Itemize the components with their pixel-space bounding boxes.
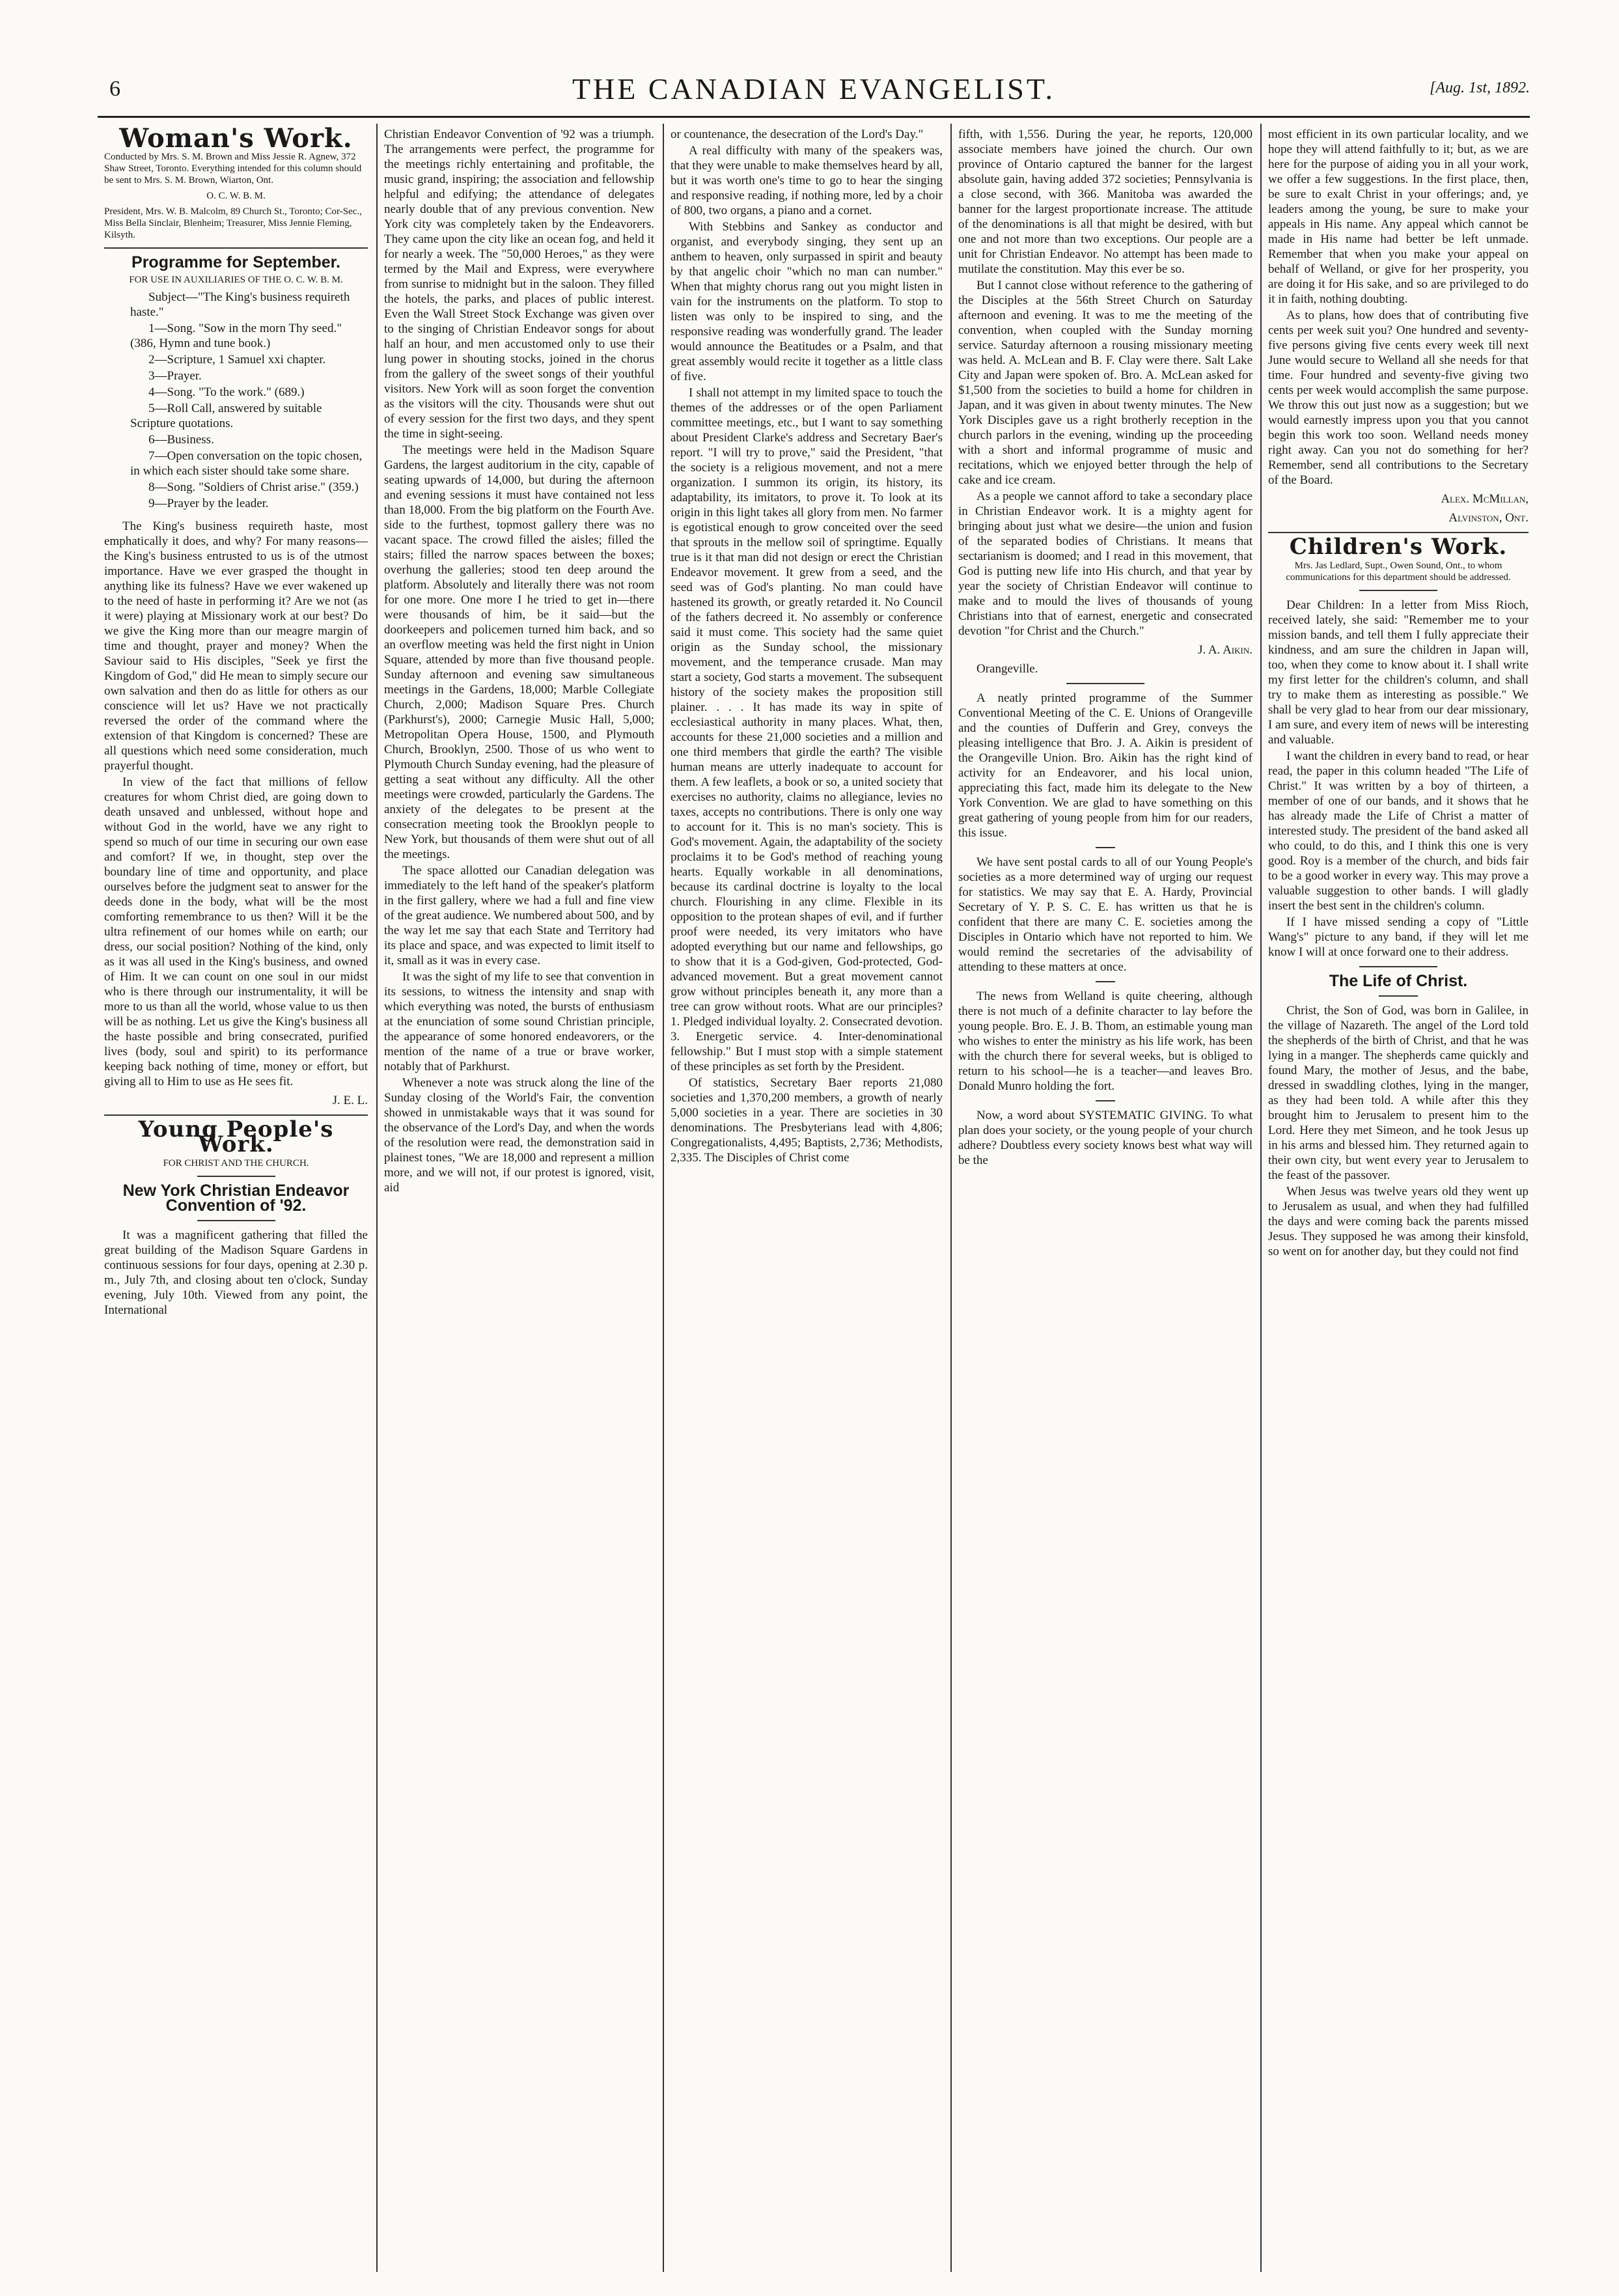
column-4	[958, 127, 1252, 2269]
article-paragraph: If I have missed sending a copy of "Little Wang's" picture to any band, if they will let me know I will at once forward one to their address.	[1268, 915, 1529, 959]
programme-item: 8—Song. "Soldiers of Christ arise." (359.)	[148, 480, 359, 494]
column-divider	[950, 124, 952, 2272]
masthead-rule	[98, 116, 1530, 118]
issue-date: [Aug. 1st, 1892.	[1429, 79, 1530, 96]
article-paragraph: Dear Children: In a letter from Miss Rioch, received lately, she said: "Remember me to your mission bands, and tell them I fully appreciate their kindness, and am sure the children in Japan will, too, when they come to know about it. I shall write my first letter for the children's column, and shall try to make them as interesting as possible." We shall be very glad to hear from our dear missionary, I am sure, and every item of news will be interesting and valuable.	[1268, 598, 1529, 747]
section-rule	[1096, 981, 1115, 982]
column-divider	[663, 124, 664, 2272]
article-paragraph: or countenance, the desecration of the Lord's Day."	[671, 128, 924, 141]
masthead	[98, 72, 1530, 111]
society-name: O. C. W. B. M.	[206, 191, 266, 201]
article-paragraph: A real difficulty with many of the speakers was, that they were unable to make themselves heard by all, but it was worth one's time to go to hear the singing and responsive reading, if nothing more, led by a choir of 800, two organs, a piano and a cornet.	[671, 144, 943, 217]
programme-item: 6—Business.	[148, 433, 214, 447]
article-paragraph: I want the children in every band to read, or hear read, the paper in this column headed "The Life of Christ." It was written by a boy of thirteen, a member of one of our bands, and it shows that he has already made the Life of Christ a matter of interested study. The president of the band asked all who could, to do this, and I think this one is very good. Roy is a member of the church, and bids fair to be a good worker in every way. This may prove a valuable suggestion to other bands. I will gladly insert the best sent in the children's column.	[1268, 749, 1529, 913]
author-location: Orangeville.	[976, 662, 1038, 676]
article-paragraph: most efficient in its own particular locality, and we hope they will attend faithfully to it; but, as we are here for the purpose of aiding you in all your work, we offer a few suggestions. In the first place, then, be sure to exalt Christ in your offerings; and, ye leaders among the young, be sure to make your appeals in His name. Any appeal which cannot be made in His name had better be left unmade. Remember that when you make your appeal on behalf of Welland, or give for her prosperity, you are doing it for His sake, and so are privileged to do it in faith, nothing doubting.	[1268, 128, 1529, 306]
article-paragraph: It was a magnificent gathering that filled the great building of the Madison Square Gardens in continuous sessions for four days, opening at 2.30 p. m., July 7th, and closing about ten o'clock, Sunday evening, July 10th. Viewed from any point, the International	[104, 1228, 368, 1317]
section-rule	[104, 247, 368, 249]
article-paragraph: Christ, the Son of God, was born in Galilee, in the village of Nazareth. The angel of the Lord told the shepherds of the birth of Christ, and that he was lying in a manger. The shepherds came quickly and found Mary, the mother of Jesus, and the babe, dressed in swaddling clothes, lying in the manger, as they had been told. A while after this they brought him to Jerusalem to present him to the Lord. Here they met Simeon, and he took Jesus up in his arms and blessed him. They returned again to their own city, but went every year to Jerusalem to the feast of the passover.	[1268, 1004, 1529, 1182]
programme-item: 2—Scripture, 1 Samuel xxi chapter.	[148, 353, 326, 367]
womans-work-title: Woman's Work.	[119, 127, 353, 154]
section-rule	[1096, 847, 1115, 848]
article-paragraph: The space allotted our Canadian delegation was immediately to the left hand of the speaker's platform in the first gallery, where we had a full and fine view of the great audience. We numbered about 500, and by the way let me say that each State and Territory had its place and space, and was expected to limit itself to it, small as it was in every case.	[384, 864, 654, 967]
author-location: Alvinston, Ont.	[1448, 511, 1529, 525]
programme-item: Subject—"The King's business requireth haste."	[130, 290, 350, 319]
column-5	[1268, 127, 1529, 2269]
article-paragraph: In view of the fact that millions of fellow creatures for whom Christ died, are going down to death unsaved and unblessed, without hope and without God in the world, have we any right to spend so much of our time in securing our own ease and comfort? If we, in thought, step over the boundary line of time and opportunity, and place ourselves before the judgment seat to answer for the deeds done in the body, what will be the most comforting remembrance to us then? Will it be the ultra refinement of our homes while on earth; our dress, our social position? Nothing of the kind, only as it was all used in the King's business, and owned of Him. It we can count on one soul in our midst who is there through our instrumentality, it will be more to us than all the world, whose value to us then will be as nothing. Let us give the King's business all the haste possible and bring consecrated, purified lives (body, soul and spirit) to its performance keeping back nothing of time, money or effort, but giving all to Him to use as He sees fit.	[104, 775, 368, 1088]
programme-title: Programme for September.	[131, 253, 340, 271]
section-rule	[1096, 1100, 1115, 1101]
page-number: 6	[109, 77, 120, 101]
dept-credits: Mrs. Jas Ledlard, Supt., Owen Sound, Ont., to whom communications for this department should be addressed.	[1286, 560, 1511, 583]
section-rule	[1066, 683, 1144, 684]
society-officers: President, Mrs. W. B. Malcolm, 89 Church St., Toronto; Cor-Sec., Miss Bella Sinclair, Blenheim; Treasurer, Miss Jennie Fleming, Kilsyth.	[104, 206, 362, 240]
article-paragraph: The King's business requireth haste, most emphatically it does, and why? For many reasons—the King's business entrusted to us is of the utmost importance. Have we ever grasped the thought in anything like its fulness? Have we ever wakened up to the need of haste in performing it? Are we not (as it were) playing at Missionary work at our best? Do we give the King more than our meagre margin of time and thought, prayer and money? When the Saviour said to His disciples, "Seek ye first the Kingdom of God," did He mean to simply secure our own salvation and then do as little for others as our conscience will let us? Have we not practically reversed the order of the command where the extension of that Kingdom is concerned? These are all questions which need some consideration, much prayerful thought.	[104, 519, 368, 773]
young-peoples-work-title: Young People's Work.	[138, 1116, 334, 1157]
dept-credits: Conducted by Mrs. S. M. Brown and Miss Jessie R. Agnew, 372 Shaw Street, Toronto. Everything intended for this column should be sent to Mrs. S. M. Brown, Wiarton, Ont.	[104, 152, 362, 186]
section-rule	[1359, 966, 1437, 967]
column-3	[671, 127, 943, 2269]
section-rule	[104, 1114, 368, 1116]
article-paragraph: As a people we cannot afford to take a secondary place in Christian Endeavor work. It is a mighty agent for bringing about just what we desire—the union and fusion of the separated bodies of Christians. It means that sectarianism is doomed; and I read in this movement, that God is putting new life into His church, and that year by year the society of Christian Endeavor will continue to make and to mould the lives of thousands of young Christians into that of earnest, energetic and consecrated devotion "for Christ and the Church."	[958, 490, 1252, 638]
programme-item: 5—Roll Call, answered by suitable Scripture quotations.	[130, 402, 322, 430]
article-paragraph: The news from Welland is quite cheering, although there is not much of a definite character to lay before the young people. Bro. E. J. B. Thom, an estimable young man who wishes to enter the ministry as his life work, has been with the church there for several weeks, but is obliged to return to his school—he is a teacher—and leaves Bro. Donald Munro holding the fort.	[958, 989, 1252, 1093]
article-paragraph: Whenever a note was struck along the line of the Sunday closing of the World's Fair, the convention showed in unmistakable ways that it was sound for the observance of the Lord's Day, and when the words of the resolution were read, the demonstration said in plainest tones, "We are 18,000 and represent a million more, and we will not, if our protest is ignored, visit, aid	[384, 1076, 654, 1195]
author-signature: Alex. McMillan,	[1441, 492, 1529, 506]
column-1	[104, 127, 368, 2269]
programme-subtitle: FOR USE IN AUXILIARIES OF THE O. C. W. B. M.	[129, 275, 343, 285]
dept-subtitle: FOR CHRIST AND THE CHURCH.	[163, 1158, 309, 1169]
article-paragraph: fifth, with 1,556. During the year, he reports, 120,000 associate members have joined the church. Our own province of Ontario captured the banner for the largest absolute gain, having added 372 societies; Pennsylvania is a close second, with 366. Manitoba was awarded the banner for the largest proportionate increase. The attitude of the denominations is all that might be desired, with but one and not more than two exceptions. Our people are a unit for Christian Endeavor. No attempt has been made to mutilate the constitution. May this ever be so.	[958, 128, 1252, 276]
programme-item: 4—Song. "To the work." (689.)	[148, 385, 305, 399]
programme-item: 7—Open conversation on the topic chosen, in which each sister should take some share.	[130, 449, 363, 478]
article-paragraph: Christian Endeavor Convention of '92 was a triumph. The arrangements were perfect, the programme for the meetings richly entertaining and profitable, the music grand, inspiring; the association and fellowship helpful and edifying; the attendance of delegates nearly double that of any previous convention. New York city was completely taken by the Endeavorers. They came upon the city like an ocean fog, and held it for nearly a week. The "50,000 Heroes," as they were termed by the Mail and Express, were everywhere from sunrise to midnight but in the saloon. They filled the hotels, the parks, and places of public interest. Even the Wall Street Stock Exchange was given over to the singing of Christian Endeavor songs for about half an hour, and men accustomed only to use their lung power in shouting stocks, joined in the chorus from the gallery of the sweet songs of their youthful visitors. New York will as soon forget the convention as the visitors will the city. Thousands were shut out of every session for the first two days, and they spent the time in sight-seeing.	[384, 128, 654, 441]
column-divider	[376, 124, 378, 2272]
article-paragraph: When Jesus was twelve years old they went up to Jerusalem as usual, and when they had fulfilled the days and were coming back the parents missed Jesus. They supposed he was among their kinsfold, so went on for another day, but they could not find	[1268, 1185, 1529, 1258]
article-paragraph: As to plans, how does that of contributing five cents per week suit you? One hundred and seventy-five persons giving five cents every week till next June would secure to Welland all she needs for that time. Four hundred and seventy-five giving two cents per week would accomplish the same purpose. We throw this out just now as a suggestion; but we would earnestly impress upon you that you cannot begin this work too soon. Welland needs money right away. Can you not do something for her? Remember, send all contributions to the Secretary of the Board.	[1268, 309, 1529, 487]
section-rule	[1359, 590, 1437, 591]
author-signature: J. A. Aikin.	[1198, 643, 1252, 657]
programme-item: 9—Prayer by the leader.	[148, 497, 269, 510]
column-divider	[1260, 124, 1262, 2272]
author-signature: J. E. L.	[332, 1094, 368, 1107]
childrens-work-title: Children's Work.	[1289, 534, 1508, 560]
article-paragraph: It was the sight of my life to see that convention in its sessions, to witness the intensity and snap with which everything was noted, the bursts of enthusiasm at the enunciation of some sound Christian principle, the appearance of some honored endeavorers, or the mention of the name of a true or brave worker, notably that of Parkhurst.	[384, 970, 654, 1073]
article-paragraph: We have sent postal cards to all of our Young People's societies as a more determined way of urging our request for statistics. We may say that E. A. Hardy, Provincial Secretary of Y. P. S. C. E. has written us that he is confident that there are many C. E. societies among the Disciples in Ontario which have not reported to him. We would remind the secretaries of the advisability of attending to these matters at once.	[958, 855, 1252, 974]
programme-item: 3—Prayer.	[148, 369, 202, 383]
article-paragraph: A neatly printed programme of the Summer Conventional Meeting of the C. E. Unions of Orangeville and the counties of Dufferin and Grey, conveys the pleasing intelligence that Bro. J. A. Aikin is president of the Orangeville Union. Bro. Aikin has the right kind of activity for an Endeavorer, and his local union, appreciating this fact, made him its delegate to the New York Convention. We are glad to have something on this great gathering of young people from him for our readers, this issue.	[958, 691, 1252, 840]
article-paragraph: Now, a word about SYSTEMATIC GIVING. To what plan does your society, or the young people of your church adhere? Doubtless every society knows best what way will be the	[958, 1109, 1252, 1167]
article-paragraph: With Stebbins and Sankey as conductor and organist, and everybody singing, they sent up an anthem to heaven, only surpassed in spirit and beauty by that angelic choir "which no man can number." When that mighty chorus rang out you might listen in vain for the instruments on the platform. To stop to listen was only to be inspired to sing, and the responsive reading was wonderfully grand. The leader would announce the Beatitudes or a Psalm, and that great assembly would recite it together as a little class of five.	[671, 220, 943, 383]
programme-item: 1—Song. "Sow in the morn Thy seed." (386, Hymn and tune book.)	[130, 322, 342, 350]
article-paragraph: I shall not attempt in my limited space to touch the themes of the addresses or of the open Parliament committee meetings, etc., but I want to say something about President Clarke's address and Secretary Baer's report. "I will try to prove," said the President, "that the society is a religious movement, and not a mere organization. I summon its origin, its history, its adaptability, its imitators, to prove it. To look at its origin in this light takes all glory from men. No farmer is egotistical enough to grow conceited over the seed that sprouts in the mellow soil of springtime. Equally true is it that man did not design or erect the Christian Endeavor movement. It grew from a seed, and the seed was of God's planting. No man could have hastened its growth, or greatly retarded it. No Council of the fathers decreed it. No assembly or conference said it must come. This society had the same quiet origin as the Sunday school, the missionary movement, and the temperance crusade. Man may start a society, God starts a movement. The subsequent history of the society makes the proposition still plainer. . . . It has made its way in spite of ecclesiastical authority in many places. What, then, accounts for these 21,000 societies and a million and one third members that girdle the earth? The visible human means are utterly inadequate to account for them. A few leaflets, a book or so, a united society that exercises no authority, claims no allegiance, levies no taxes, accepts no contributions. There is only one way to account for it. This is no man's society. This is God's movement. Again, the adaptability of the society proclaims it to be God's method of reaching young hearts. Equally workable in all denominations, because its cardinal doctrine is loyalty to the local church. Flourishing in any clime. Flexible in its opposition to the protean shapes of evil, and if further proof were needed, its very imitators who have adopted everything but our name and fellowships, go to show that it is a God-given, God-protected, God-advanced movement. But a great movement cannot grow without principles beneath it, any more than a tree can grow without roots. What are our principles? 1. Pledged individual loyalty. 2. Consecrated devotion. 3. Energetic service. 4. Inter-denominational fellowship." But I must stop with a simple statement of these principles as set forth by the President.	[671, 386, 943, 1073]
article-paragraph: Of statistics, Secretary Baer reports 21,080 societies and 1,370,200 members, a growth of nearly 5,000 societies in a year. There are societies in 30 denominations. The Presbyterians lead with 4,806; Congregationalists, 4,495; Baptists, 2,736; Methodists, 2,335. The Disciples of Christ come	[671, 1076, 943, 1165]
section-rule	[1268, 532, 1529, 533]
newspaper-title: THE CANADIAN EVANGELIST.	[572, 72, 1056, 105]
section-rule	[197, 1220, 275, 1221]
section-rule	[197, 1176, 275, 1177]
programme-list	[104, 290, 368, 511]
column-2	[384, 127, 654, 2269]
article-paragraph: But I cannot close without reference to the gathering of the Disciples at the 56th Street Church on Saturday afternoon and evening. It was to me the meeting of the convention, when coupled with the Sunday morning service. Saturday afternoon a rousing missionary meeting was held. A. McLean and B. F. Clay were there. Salt Lake City and Japan were spoken of. Bro. A. McLean asked for $1,500 from the societies to build a home for children in Japan, and it was given in about twenty minutes. The New York Disciples gave us a right brotherly reception in the church parlors in the evening, winding up the proceeding with a short and informal programme of music and recitations, which we enjoyed better through the help of cake and ice cream.	[958, 279, 1252, 487]
section-rule	[1379, 995, 1418, 997]
article-title: New York Christian Endeavor Convention of '92.	[122, 1182, 350, 1215]
article-paragraph: The meetings were held in the Madison Square Gardens, the largest auditorium in the city, capable of seating upwards of 14,000, but during the afternoon and evening sessions it must have contained not less than 18,000. From the big platform on the Fourth Ave. side to the furthest, topmost gallery there was no vacant space. The crowd filled the aisles; filled the stairs; filled the narrow spaces between the boxes; overhung the galleries; stood ten deep around the platform. Absolutely and literally there was not room for one more. One more I he tried to get in—there were thousands of him, be it said—but the doorkeepers and policemen turned him back, and so an overflow meeting was held the first night in Union Square, attended by more than five thousand people. Sunday afternoon and evening saw simultaneous meetings in the Gardens, 18,000; Marble Collegiate Church, 2,000; Madison Square Pres. Church (Parkhurst's), 2000; Carnegie Music Hall, 5,000; Metropolitan Opera House, 1500, and Plymouth Church, Brooklyn, 2500. Those of us who went to Plymouth Church Sunday evening, had the pleasure of getting a seat without any difficulty. All the other meetings were crowded, particularly the Gardens. The anxiety of the delegates to be present at the consecration meeting took the Brooklyn people to New York, but thousands of them were shut out of all the meetings.	[384, 443, 654, 861]
article-title: The Life of Christ.	[1329, 972, 1468, 990]
